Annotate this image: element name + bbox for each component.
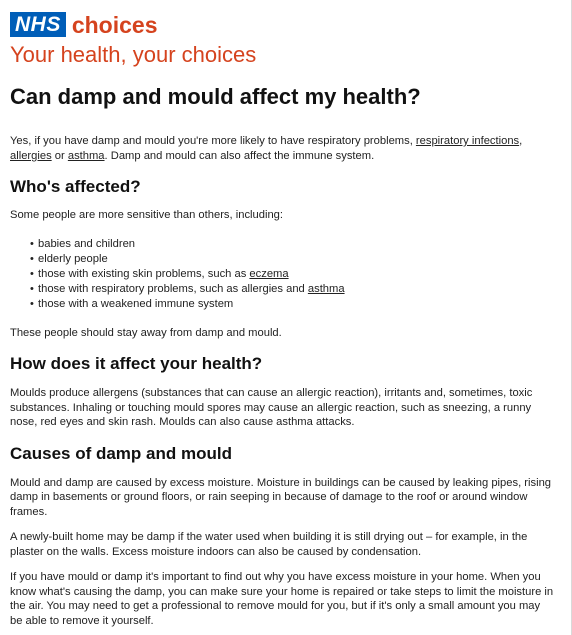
page-title: Can damp and mould affect my health? — [10, 84, 421, 109]
how-affects-heading: How does it affect your health? — [10, 354, 263, 373]
causes-heading: Causes of damp and mould — [10, 443, 232, 463]
list-item-text: elderly people — [38, 252, 108, 265]
site-tagline: Your health, your choices — [10, 42, 257, 67]
who-affected-lead: Some people are more sensitive than others, including: — [10, 209, 284, 221]
article-body — [10, 134, 555, 628]
choices-logo-word: choices — [71, 11, 158, 38]
list-item-text: those with respiratory problems, such as allergies and — [38, 282, 308, 295]
list-item-text: those with existing skin problems, such as — [38, 267, 250, 280]
intro-separator: or — [51, 149, 68, 162]
intro-separator: , — [519, 135, 523, 147]
intro-paragraph — [10, 134, 555, 163]
nhs-logo-box: NHS — [10, 12, 66, 37]
asthma-list-link[interactable]: asthma — [307, 282, 345, 295]
list-item — [10, 282, 555, 297]
how-affects-paragraph: Moulds produce allergens (substances that can cause an allergic reaction), irritants and, sometimes, toxic substances. Inhaling or touching mould spores may cause an allergic reaction, such as sneezing, a runny nose, red eyes and skin rash. Moulds can also cause asthma attacks. — [10, 387, 533, 428]
list-item: • babies and children — [10, 237, 555, 252]
list-item — [10, 252, 555, 267]
causes-paragraph-3: If you have mould or damp it's important to find out why you have excess moisture in your home. When you know what's causing the damp, you can make sure your home is repaired or take steps to limit the moisture in the air. You may need to get a professional to remove mould for you, but if it's only a small amount you may be able to remove it yourself. — [10, 571, 554, 627]
allergies-link[interactable]: allergies — [10, 149, 52, 162]
intro-text: . Damp and mould can also affect the immune system. — [104, 149, 375, 162]
list-item — [10, 267, 555, 282]
respiratory-infections-link[interactable]: respiratory infections — [415, 135, 520, 147]
causes-paragraph-1: Mould and damp are caused by excess moisture. Moisture in buildings can be caused by leaking pipes, rising damp in basements or ground floors, or rain seeping in because of damage to the roof or around window frames. — [10, 476, 552, 518]
who-affected-closing: These people should stay away from damp and mould. — [10, 326, 282, 339]
causes-paragraph-2: A newly-built home may be damp if the water used when building it is still drying out – for example, in the plaster on the walls. Excess moisture indoors can also be caused by condensation. — [10, 531, 528, 558]
nhs-choices-logo[interactable] — [10, 12, 158, 37]
affected-groups-list — [10, 237, 555, 312]
who-affected-heading: Who's affected? — [10, 177, 141, 196]
eczema-link[interactable]: eczema — [249, 267, 289, 280]
intro-text: Yes, if you have damp and mould you're more likely to have respiratory problems, — [10, 135, 413, 147]
asthma-link[interactable]: asthma — [67, 149, 105, 162]
list-item: • those with a weakened immune system — [10, 297, 555, 312]
